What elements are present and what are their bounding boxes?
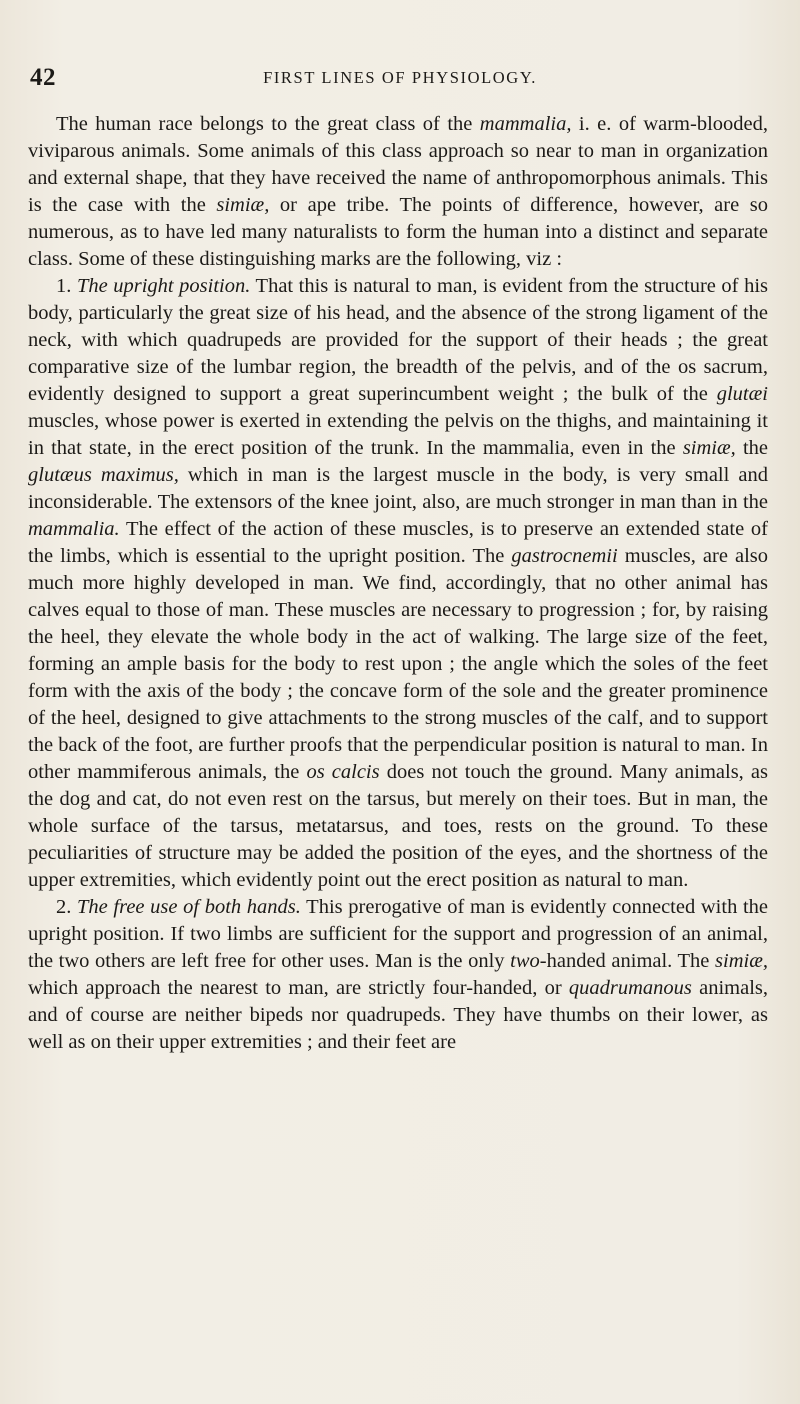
text-run: This prerogative of man is evidently connected with the upright position. If two limbs are sufficient for the support and progression of an animal, the two others are left free for other uses. Man is the only [28, 896, 768, 972]
italic-term: simiæ, [216, 194, 270, 216]
paragraph-free-use-of-hands [28, 894, 768, 1056]
text-run: muscles, whose power is exerted in extending the pelvis on the thighs, and maintaining it in that state, in the erect position of the trunk. In the mammalia, even in the [28, 410, 768, 459]
italic-term: mammalia, [479, 113, 572, 135]
text-run: 2. [56, 896, 78, 918]
text-run: i. e. of warm-blooded, viviparous animals. Some animals of this class approach so near to man in organization and external shape, that they have received the name of anthropomorphous animals. This is the case with the [28, 113, 768, 216]
italic-term: quadrumanous [568, 977, 692, 999]
running-title: FIRST LINES OF PHYSIOLOGY. [263, 68, 537, 87]
text-run: -handed animal. The [539, 950, 716, 972]
body-text [28, 111, 768, 1056]
italic-term: mammalia. [28, 518, 120, 540]
italic-term: The free use of both hands. [77, 896, 301, 918]
text-run: That this is natural to man, is evident from the structure of his body, particularly the great size of his head, and the absence of the strong ligament of the neck, with which quadrupeds are provided for the support of their heads ; the great comparative size of the lumbar region, the breadth of the pelvis, and of the os sacrum, evidently designed to support a great superincumbent weight ; the bulk of the [28, 275, 768, 405]
italic-term: os calcis [306, 761, 380, 783]
italic-term: glutæus maximus, [28, 464, 179, 486]
text-run: 1. [56, 275, 77, 297]
text-run: animals, and of course are neither bipeds nor quadrupeds. They have thumbs on their lower, as well as on their upper extremities ; and their feet are [28, 977, 769, 1053]
paragraph-intro [28, 111, 768, 273]
italic-term: simiæ, [682, 437, 736, 459]
italic-term: The upright position. [76, 275, 251, 297]
text-run: or ape tribe. The points of difference, however, are so numerous, as to have led many naturalists to form the human into a distinct and separate class. Some of these distinguishing marks are the following, viz : [28, 194, 769, 270]
paragraph-upright-position [28, 273, 768, 894]
text-run: The human race belongs to the great class of the [56, 113, 480, 135]
text-run: the [735, 437, 769, 459]
italic-term: simiæ, [715, 950, 768, 972]
italic-term: gastrocnemii [511, 545, 618, 567]
text-run: which approach the nearest to man, are strictly four-handed, or [28, 977, 569, 999]
italic-term: two [510, 950, 540, 972]
text-run: muscles, are also much more highly developed in man. We find, accordingly, that no other animal has calves equal to those of man. These muscles are necessary to progression ; for, by raising the heel, they elevate the whole body in the act of walking. The large size of the feet, forming an ample basis for the body to rest upon ; the angle which the soles of the feet form with the axis of the body ; the concave form of the sole and the greater prominence of the heel, designed to give attachments to the strong muscles of the calf, and to support the back of the foot, are further proofs that the perpendicular position is natural to man. In other mammiferous animals, the [28, 545, 768, 783]
text-run: which in man is the largest muscle in the body, is very small and inconsiderable. The extensors of the knee joint, also, are much stronger in man than in the [28, 464, 768, 513]
page-header [30, 64, 770, 98]
text-run: does not touch the ground. Many animals, as the dog and cat, do not even rest on the tarsus, but merely on their toes. But in man, the whole surface of the tarsus, metatarsus, and toes, rests on the ground. To these peculiarities of structure may be added the position of the eyes, and the shortness of the upper extremities, which evidently point out the erect position as natural to man. [28, 761, 769, 891]
italic-term: glutæi [716, 383, 768, 405]
page-number: 42 [30, 64, 56, 91]
text-run: The effect of the action of these muscles, is to preserve an extended state of the limbs, which is essential to the upright position. The [28, 518, 768, 567]
